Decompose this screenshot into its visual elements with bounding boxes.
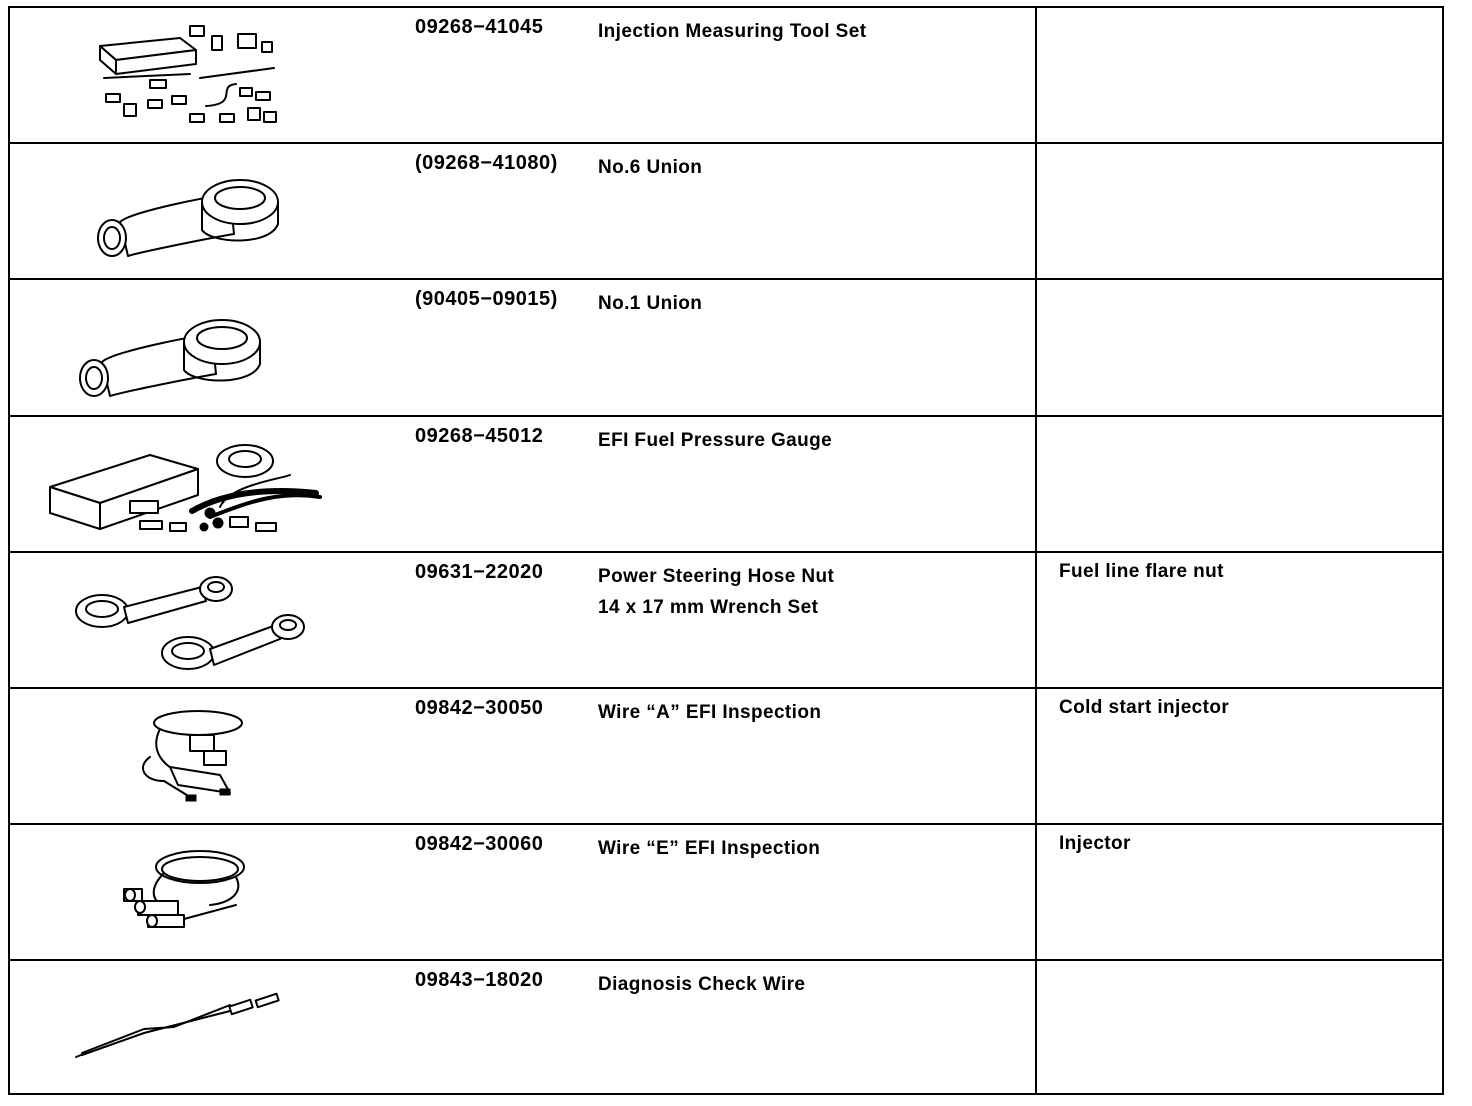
tool-cell (9, 824, 1036, 960)
note-cell (1036, 960, 1443, 1094)
tool-cell (9, 7, 1036, 143)
tool-cell (9, 960, 1036, 1094)
table-row (9, 279, 1443, 416)
tool-name (598, 425, 832, 456)
part-number: 09842−30060 (415, 833, 544, 855)
part-number: (09268−41080) (415, 152, 558, 174)
tool-name-line: Power Steering Hose Nut (598, 566, 835, 587)
tool-cell (9, 143, 1036, 279)
part-number: (90405−09015) (415, 288, 558, 310)
tool-name (598, 697, 821, 728)
fuel-pressure-gauge-kit-illustration (20, 425, 380, 545)
tool-name (598, 16, 866, 47)
tool-cell (9, 279, 1036, 416)
part-number: 09268−45012 (415, 425, 544, 447)
tool-name-line: Injection Measuring Tool Set (598, 21, 867, 42)
note-cell (1036, 416, 1443, 552)
tool-name-line: 14 x 17 mm Wrench Set (598, 597, 819, 618)
tool-name-line: Wire “E” EFI Inspection (598, 838, 821, 859)
note-cell (1036, 824, 1443, 960)
union-fitting-illustration (40, 288, 370, 408)
table-row (9, 7, 1443, 143)
table-row (9, 824, 1443, 960)
note-text (1037, 417, 1442, 425)
tool-name-line: Wire “A” EFI Inspection (598, 702, 822, 723)
flare-nut-wrench-set-illustration (40, 561, 370, 681)
tool-name-line: No.1 Union (598, 293, 703, 314)
wire-harness-a-illustration (40, 697, 370, 817)
note-text (1037, 961, 1442, 969)
tool-name (598, 561, 834, 623)
table-row (9, 143, 1443, 279)
tool-name-line: EFI Fuel Pressure Gauge (598, 430, 833, 451)
tool-name (598, 833, 820, 864)
note-cell (1036, 7, 1443, 143)
note-cell (1036, 279, 1443, 416)
table-row (9, 552, 1443, 688)
note-cell (1036, 688, 1443, 824)
tool-name (598, 288, 702, 319)
note-text: Cold start injector (1059, 697, 1230, 718)
note-cell (1036, 143, 1443, 279)
table-row (9, 960, 1443, 1094)
check-wire-illustration (40, 969, 370, 1089)
note-text (1037, 280, 1442, 288)
tool-cell (9, 416, 1036, 552)
table-row (9, 416, 1443, 552)
note-text (1037, 8, 1442, 16)
tool-name-line: Diagnosis Check Wire (598, 974, 806, 995)
union-fitting-illustration (40, 152, 370, 272)
note-text: Injector (1059, 833, 1131, 854)
tool-name (598, 152, 702, 183)
tool-name-line: No.6 Union (598, 157, 703, 178)
part-number: 09631−22020 (415, 561, 544, 583)
tool-cell (9, 552, 1036, 688)
special-service-tools-table (8, 6, 1444, 1095)
note-cell (1036, 552, 1443, 688)
tool-cell (9, 688, 1036, 824)
part-number: 09268−41045 (415, 16, 544, 38)
wire-harness-e-illustration (40, 833, 370, 953)
note-text (1037, 144, 1442, 152)
tool-name (598, 969, 805, 1000)
part-number: 09842−30050 (415, 697, 544, 719)
part-number: 09843−18020 (415, 969, 544, 991)
note-text: Fuel line flare nut (1059, 561, 1224, 582)
injection-measuring-tool-set-illustration (40, 16, 370, 136)
table-row (9, 688, 1443, 824)
